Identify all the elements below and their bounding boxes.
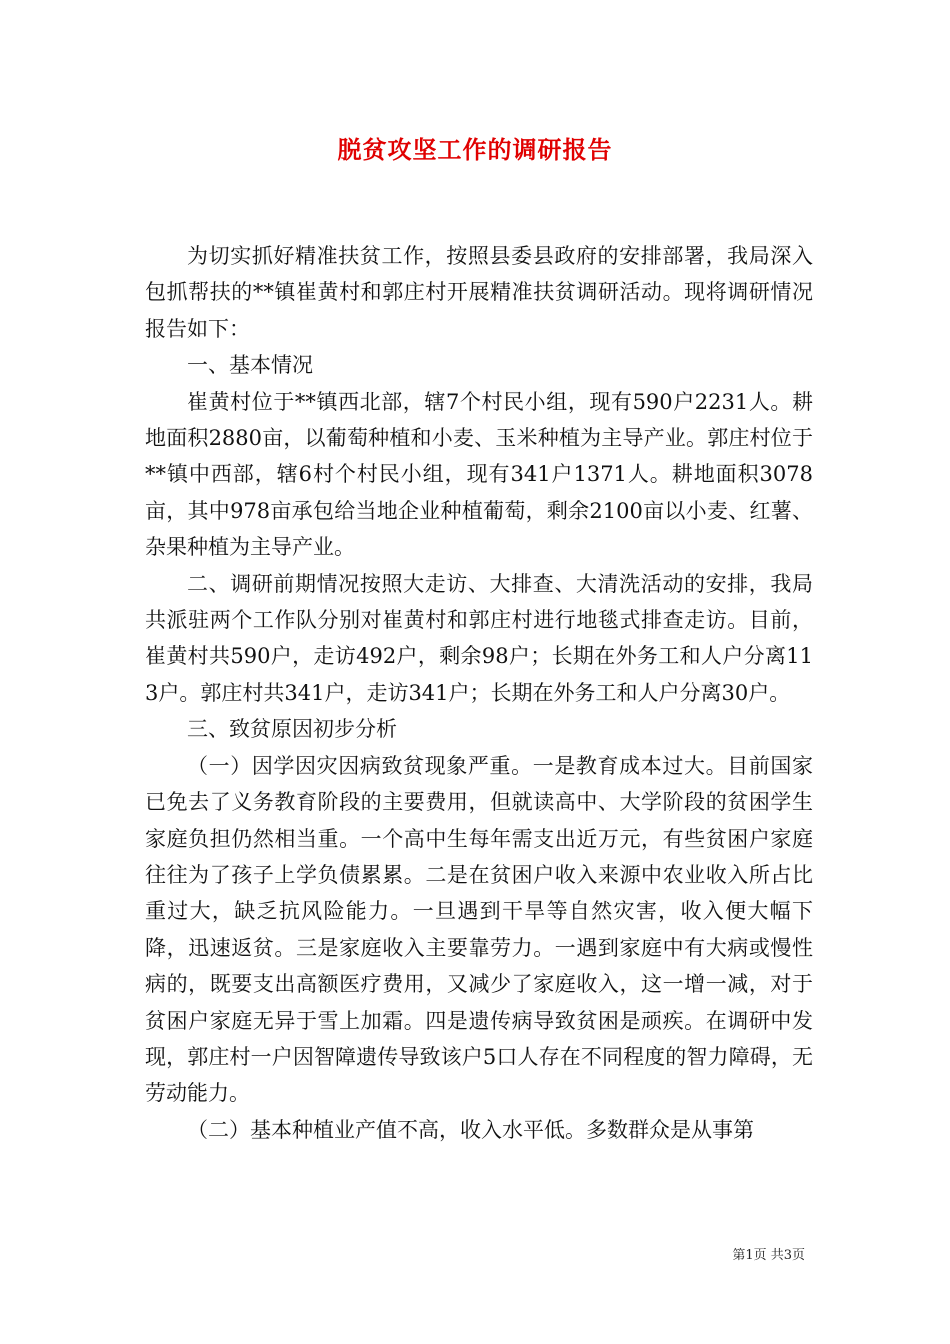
document-body — [145, 238, 813, 1148]
section-heading-poverty-causes: 三、致贫原因初步分析 — [187, 717, 397, 742]
section-heading-basic-situation: 一、基本情况 — [187, 353, 313, 378]
page-number-footer: 第1页 共3页 — [732, 1248, 805, 1263]
document-title: 脱贫攻坚工作的调研报告 — [337, 135, 613, 164]
basic-situation-paragraph: 崔黄村位于**镇西北部，辖7个村民小组，现有590户2231人。耕地面积2880亩，以葡萄种植和小麦、玉米种植为主导产业。郭庄村位于**镇中西部，辖6村个村民小组，现有341户1371人。耕地面积3078亩，其中978亩承包给当地企业种植葡萄，剩余2100亩以小麦、红薯、杂果种植为主导产业。 — [145, 389, 813, 560]
intro-paragraph: 为切实抓好精准扶贫工作，按照县委县政府的安排部署，我局深入包抓帮扶的**镇崔黄村和郭庄村开展精准扶贫调研活动。现将调研情况报告如下： — [145, 244, 813, 341]
poverty-causes-paragraph-2: （二）基本种植业产值不高，收入水平低。多数群众是从事第 — [187, 1117, 754, 1142]
survey-preliminary-paragraph: 二、调研前期情况按照大走访、大排查、大清洗活动的安排，我局共派驻两个工作队分别对崔黄村和郭庄村进行地毯式排查走访。目前，崔黄村共590户，走访492户，剩余98户；长期在外务工和人户分离113户。郭庄村共341户，走访341户；长期在外务工和人户分离30户。 — [145, 571, 813, 705]
poverty-causes-paragraph-1: （一）因学因灾因病致贫现象严重。一是教育成本过大。目前国家已免去了义务教育阶段的主要费用，但就读高中、大学阶段的贫困学生家庭负担仍然相当重。一个高中生每年需支出近万元，有些贫困户家庭往往为了孩子上学负债累累。二是在贫困户收入来源中农业收入所占比重过大，缺乏抗风险能力。一旦遇到干旱等自然灾害，收入便大幅下降，迅速返贫。三是家庭收入主要靠劳力。一遇到家庭中有大病或慢性病的，既要支出高额医疗费用，又减少了家庭收入，这一增一减，对于贫困户家庭无异于雪上加霜。四是遗传病导致贫困是顽疾。在调研中发现，郭庄村一户因智障遗传导致该户5口人存在不同程度的智力障碍，无劳动能力。 — [145, 753, 813, 1106]
